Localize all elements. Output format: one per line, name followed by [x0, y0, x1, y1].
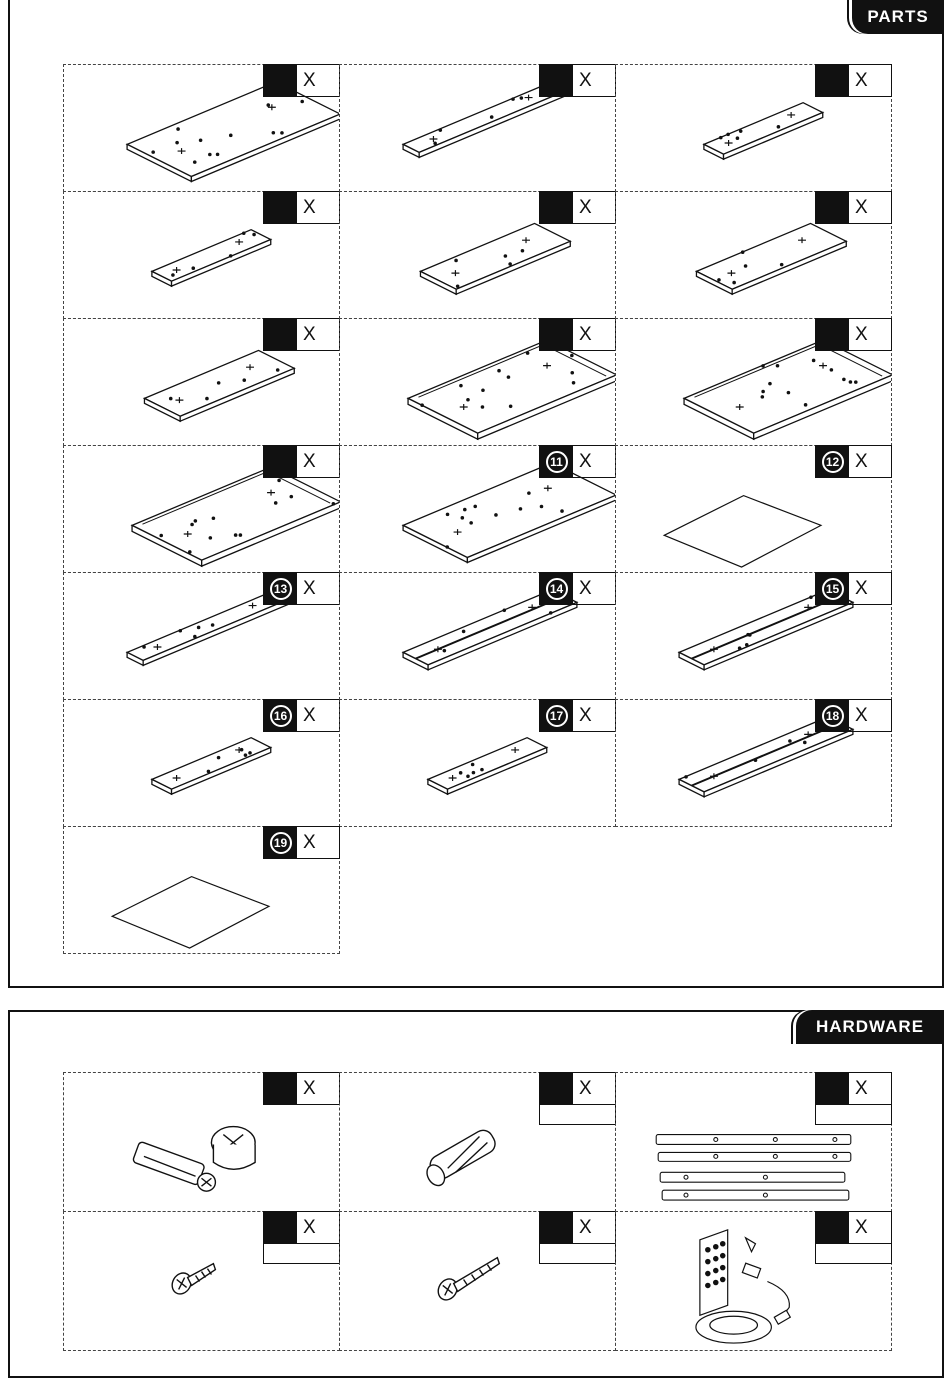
part-cell	[63, 826, 340, 954]
part-number-badge	[264, 700, 297, 731]
hardware-quantity-label	[539, 1072, 616, 1105]
part-qty-mark: X	[303, 323, 316, 345]
part-cell	[63, 572, 340, 700]
hardware-qty-mark: X	[855, 1077, 868, 1099]
part-cell	[63, 318, 340, 446]
part-quantity-label	[815, 191, 892, 224]
part-cell	[615, 318, 892, 446]
part-quantity-label	[263, 64, 340, 97]
part-qty-mark: X	[579, 450, 592, 472]
part-cell	[339, 318, 616, 446]
part-qty-mark: X	[303, 577, 316, 599]
part-qty-mark: X	[303, 704, 316, 726]
part-qty-mark: X	[579, 69, 592, 91]
hardware-qty-mark: X	[303, 1077, 316, 1099]
part-cell	[615, 572, 892, 700]
part-cell	[339, 572, 616, 700]
part-quantity-label	[815, 572, 892, 605]
part-cell	[615, 64, 892, 192]
part-quantity-label	[263, 318, 340, 351]
part-qty-mark: X	[855, 69, 868, 91]
part-number: 11	[546, 451, 568, 473]
part-cell	[63, 64, 340, 192]
hardware-quantity-label	[539, 1211, 616, 1244]
part-cell	[615, 445, 892, 573]
hardware-quantity-label	[815, 1211, 892, 1244]
part-number: 12	[822, 451, 844, 473]
part-number-badge	[264, 573, 297, 604]
part-number-badge	[264, 827, 297, 858]
part-number: 17	[546, 705, 568, 727]
part-qty-mark: X	[855, 704, 868, 726]
part-quantity-label	[263, 445, 340, 478]
part-cell	[63, 191, 340, 319]
part-number: 13	[270, 578, 292, 600]
hardware-cell	[339, 1072, 616, 1212]
part-number: 14	[546, 578, 568, 600]
hardware-count-box	[815, 1105, 892, 1125]
hardware-qty-mark: X	[855, 1216, 868, 1238]
part-number: 16	[270, 705, 292, 727]
part-number-badge	[816, 65, 849, 96]
part-quantity-label	[539, 445, 616, 478]
part-quantity-label	[539, 191, 616, 224]
part-number-badge	[540, 319, 573, 350]
part-number: 18	[822, 705, 844, 727]
part-number-badge	[816, 446, 849, 477]
hardware-section	[8, 1010, 944, 1378]
part-quantity-label	[263, 191, 340, 224]
part-cell	[339, 64, 616, 192]
part-qty-mark: X	[855, 450, 868, 472]
part-qty-mark: X	[579, 704, 592, 726]
hardware-cell	[339, 1211, 616, 1351]
part-number-badge	[540, 192, 573, 223]
part-number-badge	[816, 192, 849, 223]
part-number: 19	[270, 832, 292, 854]
part-number-badge	[816, 700, 849, 731]
part-number-badge	[540, 65, 573, 96]
hardware-quantity-label	[263, 1211, 340, 1244]
part-quantity-label	[815, 699, 892, 732]
hardware-qty-mark: X	[579, 1216, 592, 1238]
hardware-count-box	[539, 1105, 616, 1125]
part-quantity-label	[815, 318, 892, 351]
hardware-quantity-label	[815, 1072, 892, 1105]
part-cell	[63, 699, 340, 827]
part-number-badge	[540, 700, 573, 731]
part-qty-mark: X	[303, 196, 316, 218]
part-number-badge	[264, 446, 297, 477]
part-cell	[615, 699, 892, 827]
part-cell	[63, 445, 340, 573]
part-qty-mark: X	[303, 69, 316, 91]
hardware-count-box	[539, 1244, 616, 1264]
part-quantity-label	[539, 318, 616, 351]
part-quantity-label	[539, 64, 616, 97]
part-cell	[339, 445, 616, 573]
part-quantity-label	[263, 826, 340, 859]
hardware-section-title: HARDWARE	[796, 1010, 944, 1044]
part-number-badge	[816, 319, 849, 350]
part-qty-mark: X	[579, 196, 592, 218]
part-qty-mark: X	[855, 196, 868, 218]
parts-section-title: PARTS	[852, 0, 944, 34]
part-quantity-label	[263, 572, 340, 605]
part-cell	[339, 699, 616, 827]
hardware-number-badge	[264, 1073, 297, 1104]
part-number-badge	[816, 573, 849, 604]
hardware-number-badge	[264, 1212, 297, 1243]
part-quantity-label	[263, 699, 340, 732]
part-number-badge	[264, 192, 297, 223]
part-number-badge	[540, 573, 573, 604]
hardware-count-box	[815, 1244, 892, 1264]
part-cell	[615, 191, 892, 319]
hardware-cell	[615, 1211, 892, 1351]
hardware-number-badge	[816, 1073, 849, 1104]
hardware-cell	[615, 1072, 892, 1212]
part-qty-mark: X	[579, 323, 592, 345]
hardware-count-box	[263, 1244, 340, 1264]
part-quantity-label	[815, 445, 892, 478]
part-qty-mark: X	[579, 577, 592, 599]
parts-section	[8, 0, 944, 988]
hardware-number-badge	[540, 1073, 573, 1104]
part-quantity-label	[815, 64, 892, 97]
part-cell	[339, 191, 616, 319]
part-qty-mark: X	[855, 577, 868, 599]
hardware-number-badge	[816, 1212, 849, 1243]
part-number-badge	[540, 446, 573, 477]
hardware-quantity-label	[263, 1072, 340, 1105]
part-qty-mark: X	[303, 831, 316, 853]
part-number-badge	[264, 65, 297, 96]
part-number-badge	[264, 319, 297, 350]
part-qty-mark: X	[303, 450, 316, 472]
part-qty-mark: X	[855, 323, 868, 345]
part-number: 15	[822, 578, 844, 600]
part-quantity-label	[539, 572, 616, 605]
hardware-qty-mark: X	[579, 1077, 592, 1099]
hardware-qty-mark: X	[303, 1216, 316, 1238]
hardware-cell	[63, 1211, 340, 1351]
hardware-number-badge	[540, 1212, 573, 1243]
hardware-cell	[63, 1072, 340, 1212]
part-quantity-label	[539, 699, 616, 732]
